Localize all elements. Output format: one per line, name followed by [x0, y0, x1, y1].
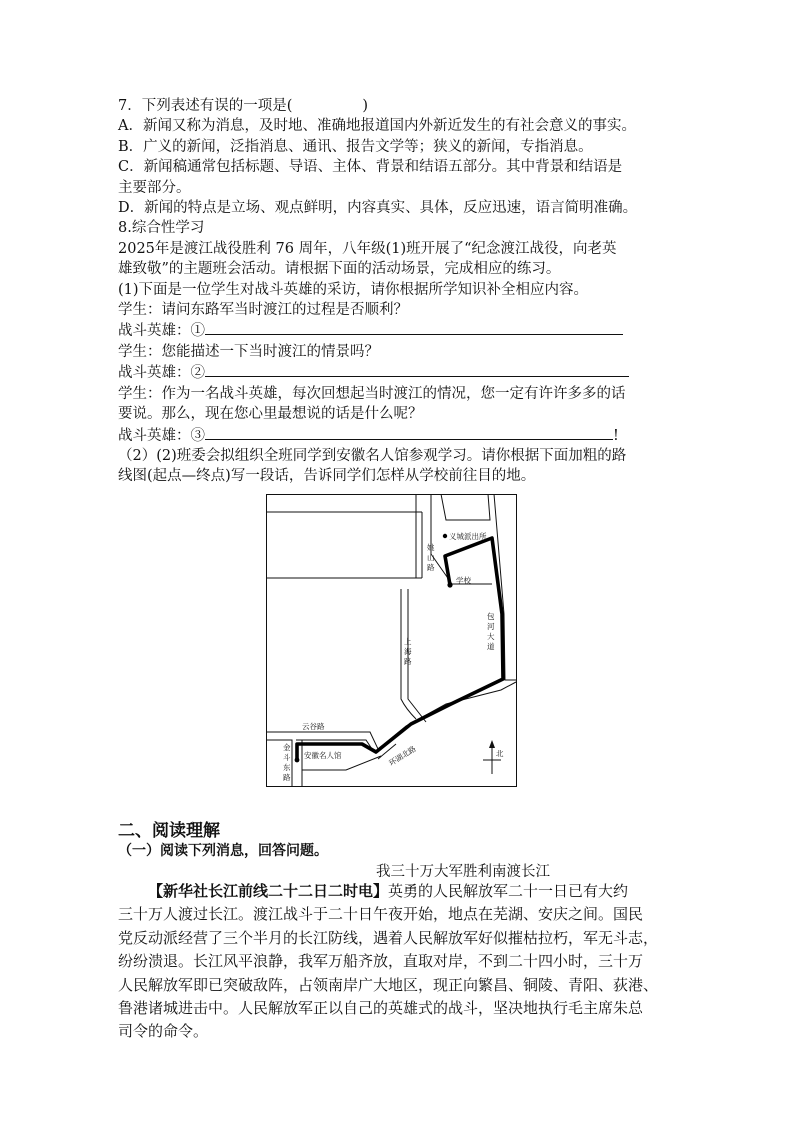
question-block — [118, 96, 678, 487]
start-point — [447, 582, 452, 587]
end-point — [295, 758, 300, 763]
q8-sub2a: （2）(2)班委会拟组织全班同学到安徽名人馆参观学习。请你根据下面加粗的路 — [118, 447, 627, 464]
label-shanghai-3: 路 — [404, 657, 412, 666]
q7-option-c-cont: 主要部分。 — [118, 179, 191, 196]
q8-intro-2: 雄致敬”的主题班会活动。请根据下面的活动场景，完成相应的练习。 — [118, 261, 561, 278]
answer-blank-1[interactable] — [205, 320, 623, 335]
hero-answer-3-label: 战斗英雄：③ — [118, 427, 205, 444]
section-subheading: （一）阅读下列消息，回答问题。 — [118, 843, 328, 859]
label-huancheng: 环湖北路 — [387, 744, 418, 768]
hero-answer-1 — [118, 320, 678, 341]
label-yungu: 云谷路 — [302, 722, 325, 731]
label-baohe-1: 包 — [487, 612, 495, 621]
answer-blank-2[interactable] — [205, 362, 629, 377]
q8-intro-1: 2025年是渡江战役胜利 76 周年，八年级(1)班开展了“纪念渡江战役，向老英 — [118, 240, 617, 257]
police-point — [443, 534, 447, 538]
q8-heading: 8.综合性学习 — [118, 220, 205, 237]
route-map — [266, 494, 517, 787]
student-question-3a: 学生：作为一名战斗英雄，每次回想起当时渡江的情况，您一定有许许多多的话 — [118, 385, 626, 402]
article-line-1 — [118, 880, 678, 903]
article-line-4: 纷纷溃退。长江风平浪静，我军万船齐放，直取对岸，不到二十四小时，三十万 — [118, 952, 644, 971]
student-question-3b: 要说。那么，现在您心里最想说的话是什么呢？ — [118, 406, 423, 423]
article-line-7: 司令的命令。 — [118, 1022, 209, 1041]
label-jindou-1: 金 — [283, 743, 291, 752]
hero-answer-3 — [118, 425, 678, 446]
q8-sub1: (1)下面是一位学生对战斗英雄的采访，请你根据所学知识补全相应内容。 — [118, 281, 589, 298]
label-yaoshan-1: 姚 — [427, 543, 435, 552]
q7-option-c: C．新闻稿通常包括标题、导语、主体、背景和结语五部分。其中背景和结语是 — [118, 159, 623, 176]
label-shanghai-1: 上 — [404, 637, 412, 646]
label-school: 学校 — [456, 576, 471, 585]
article-title: 我三十万大军胜利南渡长江 — [376, 864, 550, 880]
q7-stem-close: ) — [362, 98, 369, 114]
article-line-2: 三十万人渡过长江。渡江战斗于二十日午夜开始，地点在芜湖、安庆之间。国民 — [118, 905, 644, 924]
article-line-1-text: 英勇的人民解放军二十一日已有大约 — [388, 882, 629, 900]
hero-answer-3-end: ! — [613, 427, 619, 444]
label-baohe-2: 河 — [487, 622, 495, 631]
q7-stem — [118, 96, 678, 116]
label-yaoshan-2: 山 — [427, 553, 435, 562]
answer-blank-3[interactable] — [205, 425, 613, 440]
label-jindou-4: 路 — [283, 773, 291, 782]
q7-option-b: B．广义的新闻，泛指消息、通讯、报告文学等；狭义的新闻，专指消息。 — [118, 138, 593, 155]
label-museum: 安徽名人馆 — [304, 751, 342, 760]
student-question-1: 学生：请问东路军当时渡江的过程是否顺利？ — [118, 302, 408, 319]
label-police: 义城派出所 — [449, 532, 487, 541]
q7-option-a: A．新闻又称为消息，及时地、准确地报道国内外新近发生的有社会意义的事实。 — [118, 118, 636, 135]
label-baohe-4: 道 — [487, 642, 495, 651]
label-jindou-3: 东 — [283, 763, 291, 772]
hero-answer-2 — [118, 362, 678, 383]
label-jindou-2: 斗 — [283, 753, 291, 762]
q7-stem-text: 7．下列表述有误的一项是( — [118, 98, 293, 114]
label-yaoshan-3: 路 — [427, 563, 435, 572]
section-heading: 二、阅读理解 — [118, 821, 220, 841]
article-line-5: 人民解放军即已突破敌阵，占领南岸广大地区，现正向繁昌、铜陵、青阳、荻港、 — [118, 975, 659, 994]
label-baohe-3: 大 — [487, 632, 495, 641]
q7-option-d: D．新闻的特点是立场、观点鲜明，内容真实、具体，反应迅速，语言简明准确。 — [118, 200, 638, 217]
hero-answer-2-label: 战斗英雄：② — [118, 365, 205, 382]
q8-sub2b: 线图(起点—终点)写一段话，告诉同学们怎样从学校前往目的地。 — [118, 468, 536, 485]
article-body — [118, 880, 678, 1044]
article-line-6: 鲁港诸城进击中。人民解放军正以自己的英雄式的战斗，坚决地执行毛主席朱总 — [118, 999, 644, 1018]
student-question-2: 学生：您能描述一下当时渡江的情景吗？ — [118, 343, 379, 360]
article-line-3: 党反动派经营了三个半月的长江防线，遇着人民解放军好似摧枯拉朽，军无斗志， — [118, 928, 659, 947]
label-shanghai-2: 海 — [404, 647, 412, 656]
label-north: 北 — [496, 749, 504, 758]
article-dateline: 【新华社长江前线二十二日二时电】 — [148, 882, 389, 900]
hero-answer-1-label: 战斗英雄：① — [118, 323, 205, 340]
